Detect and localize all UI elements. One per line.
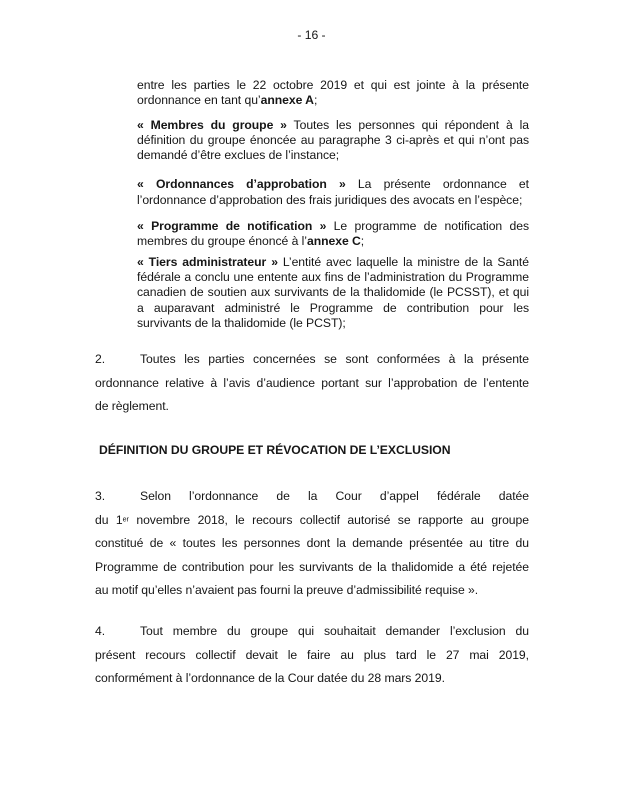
text-run: présent recours collectif devait le faire au plus tard le 27 mai 2019,	[95, 647, 529, 662]
text-run: ;	[360, 234, 365, 249]
paragraph-3-text	[95, 485, 529, 602]
text-line	[95, 620, 529, 643]
text-run: Toutes les personnes qui répondent à la	[286, 117, 529, 132]
bold-text-run: « Membres du groupe »	[137, 117, 287, 132]
text-run: demandé d’être exclues de l’instance;	[137, 148, 340, 163]
text-run: La présente ordonnance et	[345, 177, 529, 192]
paragraph-4-text	[95, 620, 529, 690]
text-run: ordonnance en tant qu’	[137, 93, 261, 108]
text-run: au motif qu’elles n’avaient pas fourni la preuve d’admissibilité requise ».	[95, 583, 479, 597]
text-line	[137, 93, 529, 108]
bold-text-run: « Tiers administrateur »	[137, 254, 278, 269]
bold-text-run: « Ordonnances d’approbation »	[137, 177, 346, 192]
paragraph-2-number: 2.	[95, 352, 106, 367]
text-run: L’entité avec laquelle la ministre de la Santé	[277, 254, 529, 269]
text-line	[95, 532, 529, 555]
text-line	[137, 301, 529, 316]
text-line	[137, 285, 529, 300]
paragraph-3-number: 3.	[95, 489, 106, 504]
bold-text-run: annexe A	[260, 93, 314, 108]
text-run: Selon l’ordonnance de la Cour d’appel fédérale datée	[140, 489, 529, 504]
text-run: canadien de soutien aux survivants de la thalidomide (le PCSST), et qui	[137, 285, 529, 300]
text-run: membres du groupe énoncé à l’	[137, 234, 307, 249]
definition-membres-du-groupe	[137, 118, 529, 164]
definition-ordonnances-approbation	[137, 177, 529, 208]
page-number: - 16 -	[297, 28, 326, 42]
text-line	[95, 667, 529, 690]
text-line	[137, 255, 529, 270]
text-run: novembre 2018, le recours collectif autorisé se rapporte au groupe	[128, 512, 529, 527]
text-line	[95, 395, 529, 418]
text-line	[137, 234, 529, 249]
text-run: du 1	[95, 512, 123, 527]
text-line	[95, 644, 529, 667]
text-line	[137, 270, 529, 285]
text-run: ordonnance relative à l’avis d’audience portant sur l’approbation de l’entente	[95, 375, 529, 390]
text-run: fédérale a conclu une entente aux fins de l’administration du Programme	[137, 269, 529, 284]
paragraph-2	[95, 348, 529, 418]
paragraph-2-text	[95, 348, 529, 418]
text-run: a auparavant administré le Programme de contribution pour les	[137, 300, 529, 315]
superscript-text-run: er	[122, 516, 129, 524]
text-run: l’ordonnance d’approbation des frais juridiques des avocats en l’espèce;	[137, 192, 523, 207]
bold-text-run: annexe C	[306, 234, 361, 249]
text-line	[137, 193, 529, 208]
definition-programme-notification	[137, 219, 529, 250]
text-line	[137, 133, 529, 148]
text-line	[137, 219, 529, 234]
text-run: Toutes les parties concernées se sont conformées à la présente	[140, 352, 529, 367]
definition-annexe-a	[137, 78, 529, 109]
text-line	[95, 348, 529, 371]
text-line	[95, 509, 529, 532]
text-line	[137, 148, 529, 163]
text-run: Programme de contribution pour les survivants de la thalidomide a été rejetée	[95, 559, 529, 574]
section-heading: DÉFINITION DU GROUPE ET RÉVOCATION DE L’EXCLUSION	[99, 443, 451, 458]
text-run: survivants de la thalidomide (le PCST);	[137, 315, 346, 330]
text-run: définition du groupe énoncée au paragraphe 3 ci-après et qui n’ont pas	[137, 132, 529, 147]
text-line	[95, 485, 529, 508]
definition-tiers-administrateur	[137, 255, 529, 331]
text-run: de règlement.	[95, 398, 169, 413]
text-line	[137, 316, 529, 331]
text-run: entre les parties le 22 octobre 2019 et qui est jointe à la présente	[137, 78, 529, 92]
text-line	[95, 372, 529, 395]
text-run: constitué de « toutes les personnes dont la demande présentée au titre du	[95, 536, 529, 551]
paragraph-4-number: 4.	[95, 624, 106, 639]
bold-text-run: « Programme de notification »	[137, 219, 327, 234]
text-run: Tout membre du groupe qui souhaitait demander l’exclusion du	[140, 624, 529, 639]
text-line	[95, 579, 529, 602]
paragraph-4	[95, 620, 529, 690]
text-line	[137, 177, 529, 192]
text-line	[137, 118, 529, 133]
text-run: ;	[313, 93, 318, 108]
text-line	[95, 556, 529, 579]
text-run: conformément à l’ordonnance de la Cour datée du 28 mars 2019.	[95, 671, 445, 686]
text-run: Le programme de notification des	[326, 219, 530, 234]
text-line	[137, 78, 529, 93]
paragraph-3	[95, 485, 529, 602]
